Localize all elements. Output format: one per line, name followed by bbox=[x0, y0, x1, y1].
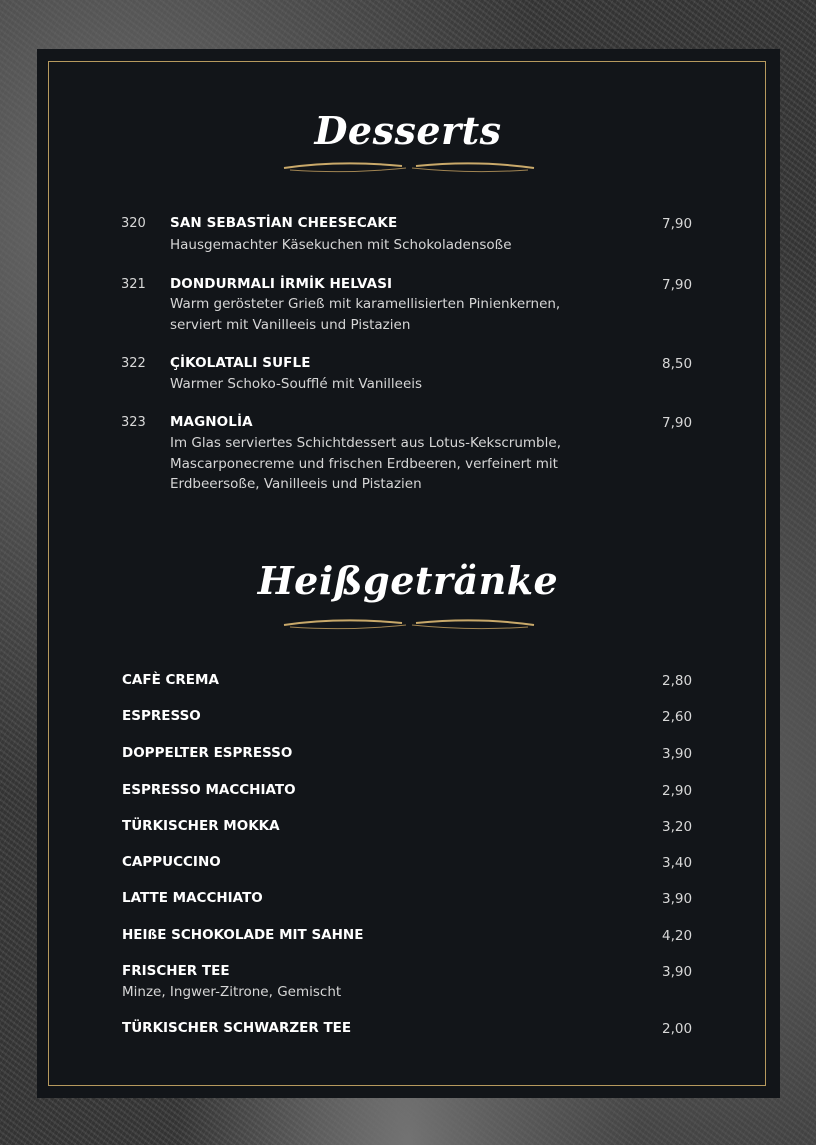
item-name: MAGNOLİA bbox=[170, 414, 253, 430]
item-name: DONDURMALI İRMİK HELVASI bbox=[170, 276, 393, 292]
item-description: Warmer Schoko-Soufflé mit Vanilleeis bbox=[170, 376, 423, 392]
drink-description: Minze, Ingwer-Zitrone, Gemischt bbox=[122, 984, 342, 1000]
drink-price: 3,40 bbox=[662, 855, 693, 871]
drink-name: CAFÈ CREMA bbox=[122, 672, 219, 688]
drink-name: ESPRESSO bbox=[122, 708, 201, 724]
item-price: 8,50 bbox=[662, 356, 693, 372]
item-description: Hausgemachter Käsekuchen mit Schokoladensoße bbox=[170, 237, 512, 253]
item-name: SAN SEBASTİAN CHEESECAKE bbox=[170, 215, 398, 231]
gold-flourish-divider bbox=[280, 158, 538, 178]
item-price: 7,90 bbox=[662, 216, 693, 232]
drink-name: FRISCHER TEE bbox=[122, 963, 230, 979]
item-number: 321 bbox=[121, 277, 146, 292]
drink-price: 2,90 bbox=[662, 783, 693, 799]
drink-name: DOPPELTER ESPRESSO bbox=[122, 745, 293, 761]
drink-price: 2,00 bbox=[662, 1021, 693, 1037]
drink-name: TÜRKISCHER MOKKA bbox=[122, 818, 280, 834]
item-description: Warm gerösteter Grieß mit karamellisierten Pinienkernen, serviert mit Vanilleeis und Pistazien bbox=[170, 296, 561, 333]
item-price: 7,90 bbox=[662, 415, 693, 431]
drink-name: ESPRESSO MACCHIATO bbox=[122, 782, 296, 798]
drink-price: 4,20 bbox=[662, 928, 693, 944]
item-number: 323 bbox=[121, 415, 146, 430]
gold-flourish-divider bbox=[280, 615, 538, 635]
drink-price: 3,20 bbox=[662, 819, 693, 835]
drink-price: 3,90 bbox=[662, 746, 693, 762]
desserts-title: Desserts bbox=[314, 108, 502, 153]
item-number: 322 bbox=[121, 356, 146, 371]
drink-price: 3,90 bbox=[662, 964, 693, 980]
hot-drinks-title: Heißgetränke bbox=[257, 558, 559, 603]
drink-name: LATTE MACCHIATO bbox=[122, 890, 263, 906]
drink-price: 2,60 bbox=[662, 709, 693, 725]
item-price: 7,90 bbox=[662, 277, 693, 293]
item-description: Im Glas serviertes Schichtdessert aus Lotus-Kekscrumble, Mascarponecreme und frischen Erdbeeren, verfeinert mit Erdbeersoße, Vanilleeis und Pistazien bbox=[170, 435, 561, 492]
drink-price: 2,80 bbox=[662, 673, 693, 689]
drink-price: 3,90 bbox=[662, 891, 693, 907]
drink-name: HEIßE SCHOKOLADE MIT SAHNE bbox=[122, 927, 364, 943]
item-number: 320 bbox=[121, 216, 146, 231]
drink-name: TÜRKISCHER SCHWARZER TEE bbox=[122, 1020, 352, 1036]
drink-name: CAPPUCCINO bbox=[122, 854, 221, 870]
item-name: ÇİKOLATALI SUFLE bbox=[170, 355, 311, 371]
